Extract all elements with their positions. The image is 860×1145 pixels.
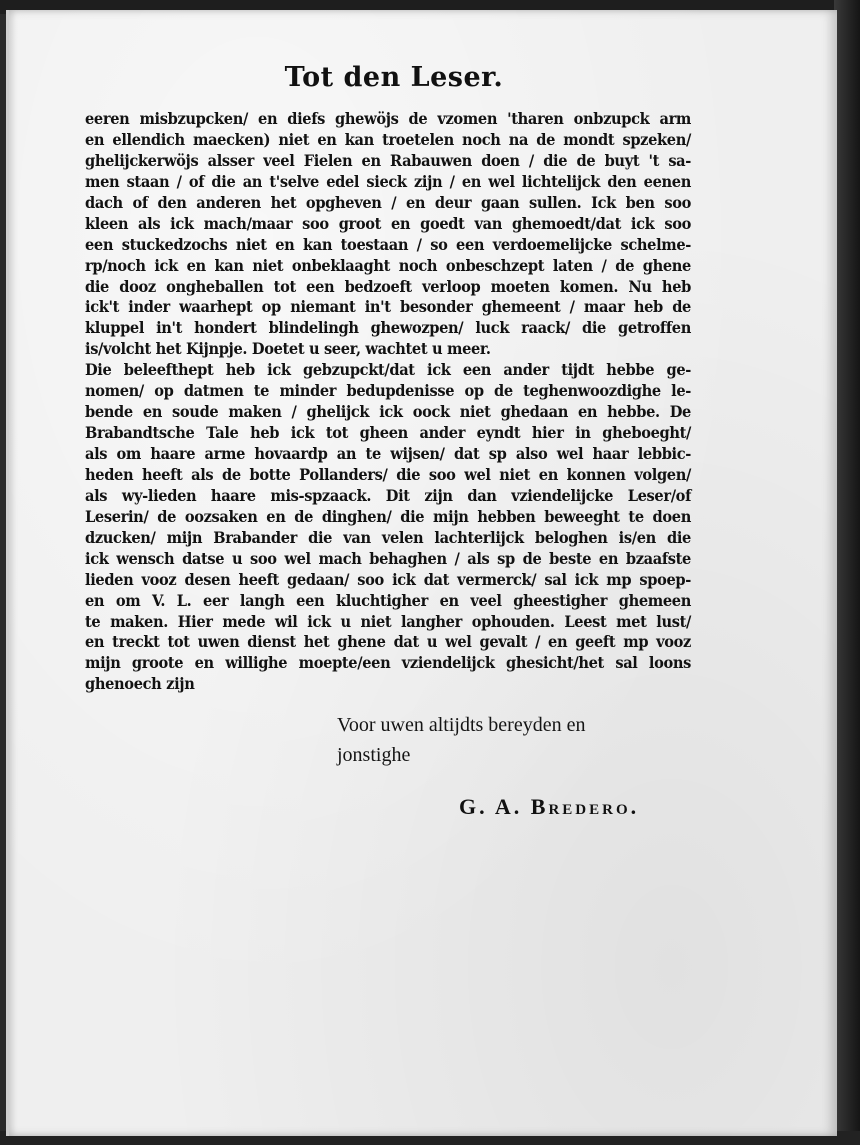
- text-line: rp/noch ick en kan niet onbeklaaght noch onbeschzept laten / de ghene: [85, 256, 691, 276]
- text-line: Brabandtsche Tale heb ick tot gheen ander eyndt hier in gheboeght/: [85, 424, 691, 443]
- text-line: mijn groote en willighe moepte/een vziendelijck ghesicht/het sal loons: [85, 654, 691, 673]
- text-line: bende en soude maken / ghelijck ick oock niet ghedaan en hebbe. De: [85, 403, 691, 422]
- text-line: een stuckedzochs niet en kan toestaan / so een verdoemelijcke schelme-: [85, 236, 691, 255]
- text-line: als wy-lieden haare mis-spzaack. Dit zijn dan vziendelijcke Leser/of: [85, 487, 691, 506]
- text-line: ghelijckerwöjs alsser veel Fielen en Rabauwen doen / die de buyt 't sa-: [85, 152, 691, 171]
- scanner-backdrop-right: [834, 0, 860, 1145]
- text-line: is/volcht het Kijnpje. Doetet u seer, wachtet u meer.: [85, 340, 491, 359]
- text-line: lieden vooz desen heeft gedaan/ soo ick dat vermerck/ sal ick mp spoep-: [85, 571, 691, 590]
- text-line: Die beleefthept heb ick gebzupckt/dat ick een ander tijdt hebbe ge-: [85, 361, 691, 380]
- closing-line-1: Voor uwen altijdts bereyden en: [337, 714, 586, 736]
- text-line: eeren misbzupcken/ en diefs ghewöjs de vzomen 'tharen onbzupck arm: [85, 110, 691, 129]
- text-line: en ellendich maecken) niet en kan troetelen noch na de mondt spzeken/: [85, 131, 691, 150]
- text-line: ick wensch datse u soo wel mach behaghen / als sp de beste en bzaafste: [85, 550, 691, 569]
- author-signature: [459, 794, 689, 820]
- text-line: ghenoech zijn: [85, 675, 195, 694]
- text-line: kluppel in't hondert blindelingh ghewozpen/ luck raack/ die getroffen: [85, 319, 691, 338]
- text-line: dzucken/ mijn Brabander die van velen lachterlijck beloghen is/en die: [85, 529, 691, 548]
- text-line: en treckt tot uwen dienst het ghene dat u wel gevalt / en geeft mp vooz: [85, 633, 691, 652]
- text-line: nomen/ op datmen te minder bedupdenisse op de teghenwoozdighe le-: [85, 382, 691, 401]
- text-line: kleen als ick mach/maar soo groot en goedt van ghemoedt/dat ick soo: [85, 215, 691, 234]
- page-heading: Tot den Leser.: [284, 62, 504, 93]
- text-line: en om V. L. eer langh een kluchtigher en veel gheestigher ghemeen: [85, 591, 691, 611]
- closing-salutation: [337, 710, 677, 770]
- signature-surname: Bredero.: [530, 794, 640, 819]
- text-line: die dooz ongheballen tot een bedzoeft verloop moeten komen. Nu heb: [85, 277, 691, 296]
- text-line: als om haare arme hovaardp an te wijsen/ dat sp also wel haar lebbic-: [85, 445, 691, 464]
- text-line: heden heeft als de botte Pollanders/ die soo wel niet en konnen volgen/: [85, 466, 691, 485]
- text-line: men staan / of die an t'selve edel sieck zijn / en wel lichtelijck den eenen: [85, 173, 691, 192]
- book-page: [6, 10, 837, 1136]
- signature-initials: G. A.: [459, 794, 531, 819]
- body-text-block: [85, 110, 691, 696]
- closing-line-2: jonstighe: [337, 744, 411, 766]
- text-line: Leserin/ de oozsaken en de dinghen/ die mijn hebben beweeght te doen: [85, 508, 691, 527]
- text-line: te maken. Hier mede wil ick u niet langher ophouden. Leest met lust/: [85, 612, 691, 631]
- text-line: dach of den anderen het opgheven / en deur gaan sullen. Ick ben soo: [85, 194, 691, 213]
- text-line: ick't inder waarhept op niemant in't besonder ghemeent / maar heb de: [85, 298, 691, 317]
